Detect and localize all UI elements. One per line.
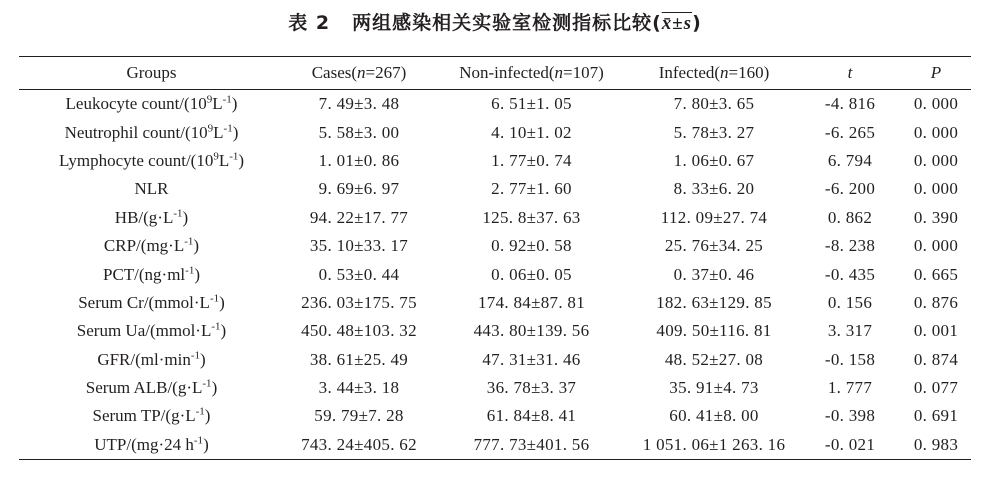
cell-non-infected: 47. 31±31. 46 — [482, 349, 581, 369]
cell-t: 6. 794 — [827, 150, 873, 170]
row-unit: L — [212, 94, 223, 114]
row-unit-sup: -1 — [211, 320, 221, 333]
cell-group — [19, 431, 284, 460]
cell-group — [19, 232, 284, 260]
cell-t: 1. 777 — [827, 378, 873, 398]
cell-cases: 0. 53±0. 44 — [318, 264, 400, 284]
row-label: Serum Cr/(mmol·L — [78, 292, 210, 312]
table-row — [19, 90, 971, 119]
cell-t: -4. 816 — [824, 94, 876, 114]
cell-cases: 9. 69±6. 97 — [318, 179, 400, 199]
row-label: Serum TP/(g·L — [92, 406, 196, 426]
cell-t: -6. 265 — [824, 122, 876, 142]
row-unit-sup: -1 — [173, 207, 183, 220]
cell-infected: 409. 50±116. 81 — [656, 321, 772, 341]
row-label: Leukocyte count/(10 — [65, 94, 207, 114]
cell-group — [19, 175, 284, 203]
row-label: CRP/(mg·L — [103, 236, 185, 256]
cell-non-infected: 125. 8±37. 63 — [482, 207, 581, 227]
row-label-sup: 9 — [207, 121, 214, 134]
cell-group — [19, 260, 284, 288]
row-tail: ) — [193, 236, 200, 256]
cell-non-infected: 4. 10±1. 02 — [491, 122, 572, 142]
statistic-notation: x̄±s — [661, 13, 693, 34]
cell-p: 0. 000 — [913, 179, 959, 199]
cell-group — [19, 374, 284, 402]
row-label-sup: 9 — [206, 93, 213, 106]
cell-p: 0. 000 — [913, 122, 959, 142]
cell-non-infected: 1. 77±0. 74 — [491, 150, 572, 170]
row-unit-sup: -1 — [209, 292, 220, 305]
cell-t: -0. 435 — [824, 264, 876, 284]
cell-p: 0. 876 — [913, 292, 959, 312]
cell-group — [19, 317, 284, 345]
cell-p: 0. 874 — [913, 349, 959, 369]
cell-infected: 182. 63±129. 85 — [656, 292, 772, 312]
cell-non-infected: 0. 92±0. 58 — [491, 236, 572, 256]
row-label: PCT/(ng·ml — [102, 264, 186, 284]
table-row — [19, 289, 971, 317]
cell-cases: 3. 44±3. 18 — [318, 378, 400, 398]
cell-t: -6. 200 — [824, 179, 876, 199]
row-unit-sup: -1 — [184, 235, 194, 248]
cell-p: 0. 001 — [913, 321, 959, 341]
header-t: t — [847, 63, 853, 82]
table-row — [19, 431, 971, 460]
caption-close: ) — [692, 12, 702, 34]
cell-group — [19, 402, 284, 430]
table-caption: 两组感染相关实验室检测指标比较( — [352, 12, 662, 34]
cell-p: 0. 077 — [913, 378, 959, 398]
cell-non-infected: 61. 84±8. 41 — [486, 406, 577, 426]
row-unit-sup: -1 — [202, 377, 212, 390]
header-non-infected: Non-infected(n=107) — [459, 63, 604, 82]
cell-cases: 38. 61±25. 49 — [309, 349, 409, 369]
cell-infected: 25. 76±34. 25 — [664, 236, 764, 256]
row-unit-sup: -1 — [185, 263, 195, 276]
row-tail: ) — [211, 378, 218, 398]
cell-p: 0. 000 — [913, 150, 959, 170]
cell-infected: 1. 06±0. 67 — [673, 150, 755, 170]
row-tail: ) — [194, 264, 200, 284]
cell-p: 0. 000 — [913, 94, 959, 114]
cell-p: 0. 665 — [913, 264, 959, 284]
row-label: Serum ALB/(g·L — [85, 378, 203, 398]
row-label: HB/(g·L — [114, 207, 174, 227]
cell-non-infected: 6. 51±1. 05 — [491, 94, 572, 114]
cell-infected: 112. 09±27. 74 — [660, 207, 768, 227]
cell-cases: 59. 79±7. 28 — [314, 406, 404, 426]
row-unit: L — [218, 150, 230, 170]
table-row — [19, 232, 971, 260]
table-row — [19, 402, 971, 430]
row-tail: ) — [238, 150, 245, 170]
cell-non-infected: 174. 84±87. 81 — [477, 292, 586, 312]
table-row — [19, 118, 971, 146]
table-number: 表 2 — [288, 12, 331, 34]
row-unit-sup: -1 — [222, 93, 232, 106]
row-tail: ) — [200, 349, 206, 369]
row-unit-sup: -1 — [195, 405, 205, 418]
cell-infected: 35. 91±4. 73 — [669, 378, 759, 398]
cell-group — [19, 204, 284, 232]
cell-cases: 5. 58±3. 00 — [318, 122, 400, 142]
row-tail: ) — [220, 321, 227, 341]
row-tail: ) — [232, 122, 239, 142]
cell-cases: 743. 24±405. 62 — [301, 434, 417, 454]
cell-group — [19, 346, 284, 374]
row-label: NLR — [134, 179, 169, 199]
table-row — [19, 346, 971, 374]
cell-cases: 236. 03±175. 75 — [301, 292, 417, 312]
cell-p: 0. 983 — [913, 434, 959, 454]
row-label: Serum Ua/(mmol·L — [76, 321, 212, 341]
cell-cases: 35. 10±33. 17 — [309, 236, 409, 256]
cell-infected: 5. 78±3. 27 — [673, 122, 755, 142]
table-row — [19, 147, 971, 175]
cell-t: 0. 862 — [827, 207, 873, 227]
cell-t: -0. 021 — [824, 434, 876, 454]
row-unit-sup: -1 — [223, 121, 233, 134]
cell-p: 0. 390 — [913, 207, 959, 227]
cell-cases: 7. 49±3. 48 — [318, 94, 400, 114]
cell-infected: 1 051. 06±1 263. 16 — [642, 434, 786, 454]
cell-infected: 0. 37±0. 46 — [673, 264, 755, 284]
table-row — [19, 374, 971, 402]
cell-non-infected: 2. 77±1. 60 — [491, 179, 572, 199]
table-row — [19, 175, 971, 203]
cell-non-infected: 0. 06±0. 05 — [491, 264, 572, 284]
row-unit-sup: -1 — [190, 349, 200, 362]
cell-non-infected: 443. 80±139. 56 — [473, 321, 590, 341]
table-title — [0, 8, 990, 35]
row-label: Neutrophil count/(10 — [64, 122, 208, 142]
cell-non-infected: 36. 78±3. 37 — [486, 378, 577, 398]
row-tail: ) — [231, 94, 238, 114]
row-tail: ) — [203, 434, 209, 454]
cell-infected: 8. 33±6. 20 — [673, 179, 755, 199]
cell-infected: 7. 80±3. 65 — [673, 94, 755, 114]
cell-p: 0. 000 — [913, 236, 959, 256]
cell-t: -8. 238 — [824, 236, 876, 256]
table-row — [19, 204, 971, 232]
cell-group — [19, 90, 284, 119]
header-cases: Cases(n=267) — [311, 63, 407, 82]
cell-t: -0. 398 — [824, 406, 876, 426]
header-groups: Groups — [126, 63, 177, 82]
comparison-table — [19, 56, 971, 460]
row-label-sup: 9 — [213, 150, 219, 163]
cell-infected: 60. 41±8. 00 — [669, 406, 759, 426]
row-unit: L — [213, 122, 224, 142]
row-label: UTP/(mg·24 h — [94, 434, 194, 454]
cell-cases: 1. 01±0. 86 — [318, 150, 400, 170]
table-row — [19, 317, 971, 345]
row-unit-sup: -1 — [229, 150, 239, 163]
cell-t: -0. 158 — [824, 349, 876, 369]
row-tail: ) — [219, 292, 225, 312]
header-row — [19, 57, 971, 90]
row-unit-sup: -1 — [193, 434, 204, 447]
cell-group — [19, 118, 284, 146]
cell-group — [19, 289, 284, 317]
table-row — [19, 260, 971, 288]
cell-t: 3. 317 — [827, 321, 873, 341]
cell-non-infected: 777. 73±401. 56 — [473, 434, 590, 454]
cell-cases: 450. 48±103. 32 — [301, 321, 417, 341]
row-label: Lymphocyte count/(10 — [58, 150, 214, 170]
cell-t: 0. 156 — [827, 292, 873, 312]
row-label: GFR/(ml·min — [97, 349, 191, 369]
cell-infected: 48. 52±27. 08 — [664, 349, 764, 369]
row-tail: ) — [204, 406, 211, 426]
cell-cases: 94. 22±17. 77 — [309, 207, 409, 227]
header-infected: Infected(n=160) — [658, 63, 770, 82]
cell-p: 0. 691 — [913, 406, 959, 426]
cell-group — [19, 147, 284, 175]
row-tail: ) — [182, 207, 189, 227]
header-p: P — [930, 63, 942, 82]
